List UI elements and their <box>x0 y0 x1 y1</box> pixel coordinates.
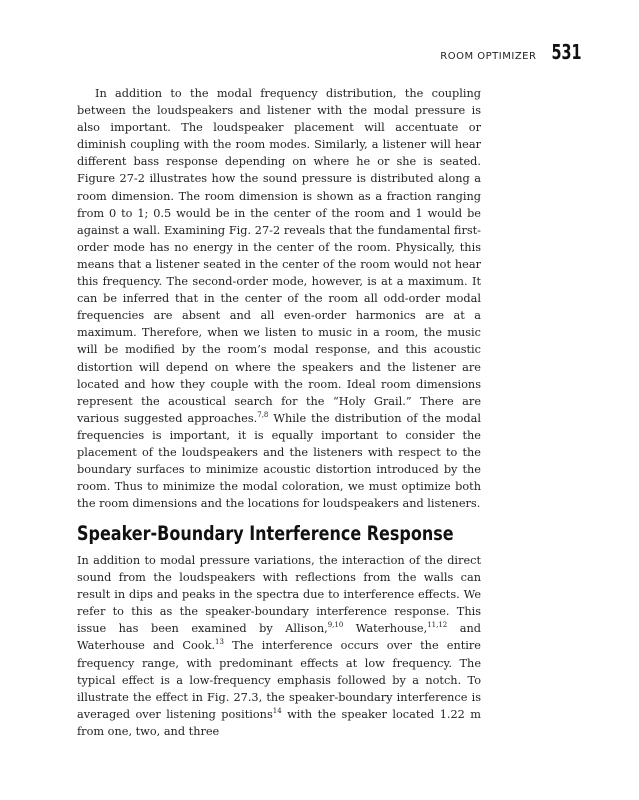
citation-superscript: 14 <box>272 707 282 716</box>
citation-superscript: 7,8 <box>257 411 269 420</box>
citation-superscript: 13 <box>215 638 224 647</box>
paragraph-text: The interference occurs over the entire frequency range, with predominant effects at low frequency. The typical effect is a low-frequency emphasis followed by a notch. To illustrate the effect in Fig. 27.3, the speaker-boundary interference is averaged over listening positions <box>77 639 481 721</box>
body-paragraph-1 <box>77 85 481 512</box>
paragraph-text: and Waterhouse and Cook. <box>77 622 481 653</box>
paragraph-text: While the distribution of the modal frequencies is important, it is equally important to consider the placement of the loudspeakers and the listeners with respect to the boundary surfaces to minimize acoustic distortion introduced by the room. Thus to minimize the modal coloration, we must optimize both the room dimensions and the locations for loudspeakers and listeners. <box>77 411 481 511</box>
citation-superscript: 9,10 <box>327 621 344 630</box>
body-paragraph-2 <box>77 552 481 740</box>
citation-superscript: 11,12 <box>427 621 448 630</box>
paragraph-text: In addition to the modal frequency distribution, the coupling between the loudspeakers and listener with the modal pressure is also important. The loudspeaker placement will accentuate or diminish coupling with the room modes. Similarly, a listener will hear different bass response depending on where he or she is seated. Figure 27-2 illustrates how the sound pressure is distributed along a room dimension. The room dimension is shown as a fraction ranging from 0 to 1; 0.5 would be in the center of the room and 1 would be against a wall. Examining Fig. 27-2 reveals that the fundamental first-order mode has no energy in the center of the room. Physically, this means that a listener seated in the center of the room would not hear this frequency. The second-order mode, however, is at a maximum. It can be inferred that in the center of the room all odd-order modal frequencies are absent and all even-order harmonics are at a maximum. Therefore, when we listen to music in a room, the music will be modified by the room’s modal response, and this acoustic distortion will depend on where the speakers and the listener are located and how they couple with the room. Ideal room dimensions represent the acoustical search for the “Holy Grail.” There are various suggested approaches. <box>77 87 481 425</box>
running-title: ROOM OPTIMIZER <box>440 51 537 62</box>
running-head <box>440 40 582 64</box>
paragraph-text: with the speaker located 1.22 m from one, two, and three <box>77 707 481 738</box>
section-heading: Speaker-Boundary Interference Response <box>77 522 454 545</box>
page-number: 531 <box>551 40 582 64</box>
paragraph-text: In addition to modal pressure variations, the interaction of the direct sound from the loudspeakers with reflections from the walls can result in dips and peaks in the spectra due to interference effects. We refer to this as the speaker-boundary interference response. This issue has been examined by Allison, <box>77 554 481 636</box>
paragraph-text: Waterhouse, <box>343 622 428 636</box>
